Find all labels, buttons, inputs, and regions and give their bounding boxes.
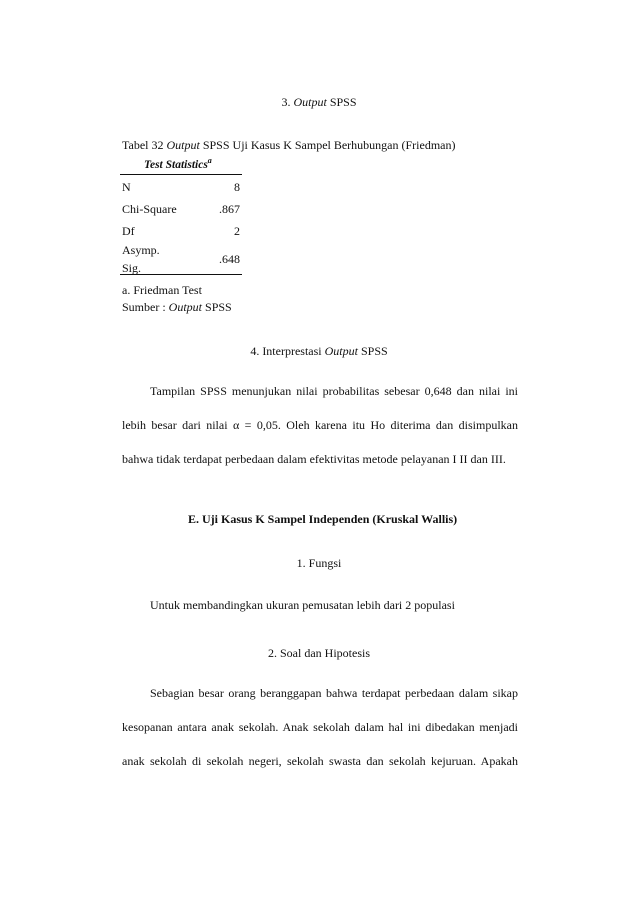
row-chisquare-label: Chi-Square bbox=[122, 202, 177, 216]
caption-italic: Output bbox=[166, 138, 200, 152]
heading-italic: Output bbox=[293, 95, 327, 109]
table-top-rule bbox=[120, 174, 242, 175]
row-chisquare-value: .867 bbox=[219, 202, 240, 216]
heading-output-spss bbox=[0, 95, 638, 110]
row-asymp-value: .648 bbox=[219, 252, 240, 266]
table-footnote: a. Friedman Test bbox=[122, 283, 202, 297]
table-caption bbox=[122, 138, 455, 153]
caption-prefix: Tabel 32 bbox=[122, 138, 164, 152]
source-prefix: Sumber : bbox=[122, 300, 166, 314]
heading-number: 3. bbox=[281, 95, 291, 109]
paragraph-line: lebih besar dari nilai α = 0,05. Oleh karena itu Ho diterima dan disimpulkan bbox=[122, 418, 518, 432]
source-italic: Output bbox=[168, 300, 203, 314]
fungsi-text: Untuk membandingkan ukuran pemusatan lebih dari 2 populasi bbox=[150, 598, 455, 612]
table-title-text: Test Statistics bbox=[144, 158, 208, 171]
row-asymp-label-1: Asymp. bbox=[122, 243, 160, 257]
heading-interpretation bbox=[0, 344, 638, 359]
heading-fungsi: 1. Fungsi bbox=[296, 556, 342, 570]
paragraph-line: bahwa tidak terdapat perbedaan dalam efektivitas metode pelayanan I II dan III. bbox=[122, 452, 506, 466]
row-df-label: Df bbox=[122, 224, 135, 238]
heading-soal-hipotesis: 2. Soal dan Hipotesis bbox=[268, 646, 370, 660]
row-df-value: 2 bbox=[234, 224, 240, 238]
table-source bbox=[122, 300, 232, 315]
caption-rest: SPSS Uji Kasus K Sampel Berhubungan (Friedman) bbox=[202, 138, 456, 152]
heading-interp-italic: Output bbox=[324, 344, 358, 358]
table-title bbox=[144, 156, 212, 171]
paragraph-line: Sebagian besar orang beranggapan bahwa terdapat perbedaan dalam sikap bbox=[150, 686, 518, 700]
row-n-label: N bbox=[122, 180, 131, 194]
source-rest: SPSS bbox=[205, 300, 232, 314]
heading-interp-number: 4. Interprestasi bbox=[250, 344, 322, 358]
heading-interp-rest: SPSS bbox=[360, 344, 388, 358]
paragraph-line: kesopanan antara anak sekolah. Anak sekolah dalam hal ini dibedakan menjadi bbox=[122, 720, 518, 734]
table-bottom-rule bbox=[120, 274, 242, 275]
table-title-superscript: a bbox=[207, 156, 212, 165]
section-heading-kruskal-wallis: E. Uji Kasus K Sampel Independen (Kruskal Wallis) bbox=[188, 512, 458, 526]
paragraph-line: Tampilan SPSS menunjukan nilai probabilitas sebesar 0,648 dan nilai ini bbox=[150, 384, 518, 398]
row-n-value: 8 bbox=[234, 180, 240, 194]
paragraph-line: anak sekolah di sekolah negeri, sekolah swasta dan sekolah kejuruan. Apakah bbox=[122, 754, 518, 768]
row-asymp-label-2: Sig. bbox=[122, 261, 142, 275]
heading-rest: SPSS bbox=[329, 95, 357, 109]
